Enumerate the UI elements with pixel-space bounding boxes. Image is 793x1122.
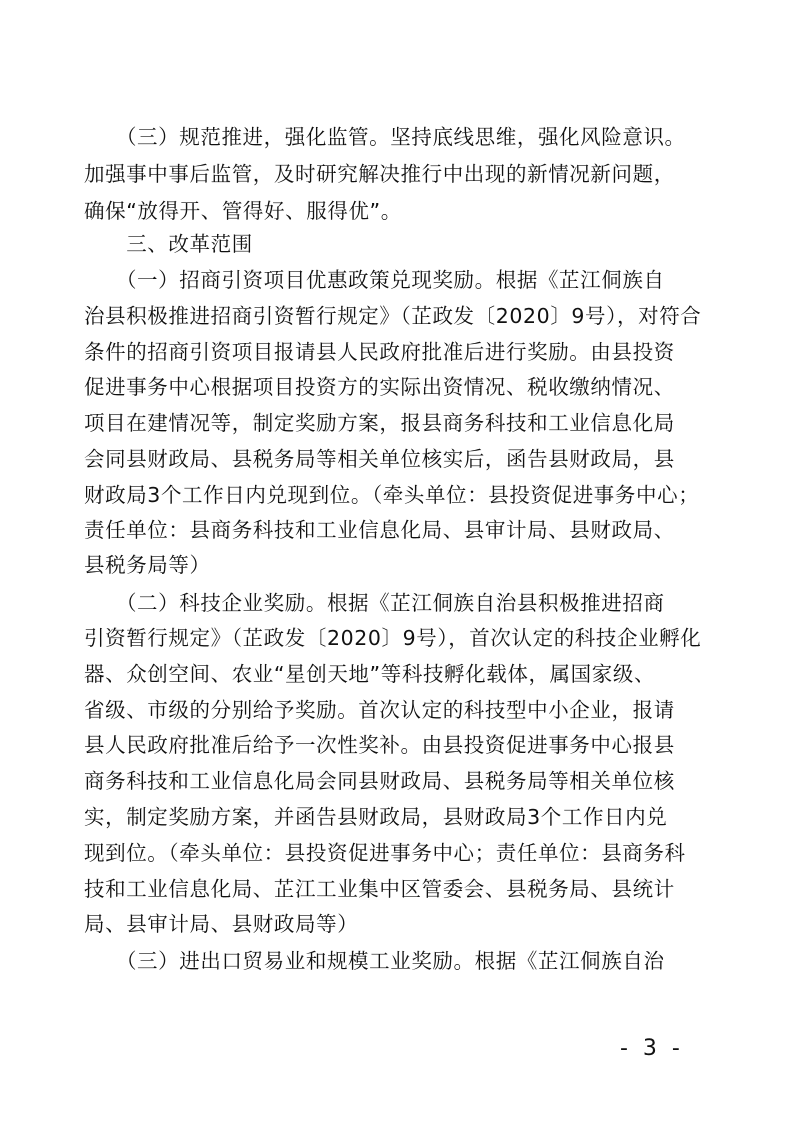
text-line: 加强事中事后监管，及时研究解决推行中出现的新情况新问题， [84, 162, 675, 186]
text-line: 财政局3个工作日内兑现到位。（牵头单位：县投资促进事务中心； [84, 483, 700, 507]
text-line: 县税务局等） [84, 553, 211, 577]
text-line: 技和工业信息化局、芷江工业集中区管委会、县税务局、县统计 [84, 877, 675, 901]
text-line: 器、众创空间、农业“星创天地”等科技孵化载体，属国家级、 [84, 662, 656, 686]
text-line: 引资暂行规定》（芷政发〔2020〕9号），首次认定的科技企业孵化 [84, 626, 702, 650]
text-line: 现到位。（牵头单位：县投资促进事务中心；责任单位：县商务科 [84, 841, 686, 865]
text-line: 县人民政府批准后给予一次性奖补。由县投资促进事务中心报县 [84, 733, 675, 757]
text-line: 确保“放得开、管得好、服得优”。 [84, 199, 402, 223]
section-heading: 三、改革范围 [84, 232, 253, 256]
page-number: - 3 - [620, 1036, 684, 1061]
text-line: 实，制定奖励方案，并函告县财政局，县财政局3个工作日内兑 [84, 805, 668, 829]
text-line: 商务科技和工业信息化局会同县财政局、县税务局等相关单位核 [84, 769, 675, 793]
text-line: 局、县审计局、县财政局等） [84, 912, 359, 936]
text-line: 条件的招商引资项目报请县人民政府批准后进行奖励。由县投资 [84, 340, 675, 364]
text-line: 会同县财政局、县税务局等相关单位核实后，函告县财政局，县 [84, 447, 675, 471]
text-line: （二）科技企业奖励。根据《芷江侗族自治县积极推进招商 [84, 591, 665, 615]
text-line: 项目在建情况等，制定奖励方案，报县商务科技和工业信息化局 [84, 411, 675, 435]
text-line: 责任单位：县商务科技和工业信息化局、县审计局、县财政局、 [84, 518, 675, 542]
text-line: 治县积极推进招商引资暂行规定》（芷政发〔2020〕9号），对符合 [84, 304, 702, 328]
text-line: （三）进出口贸易业和规模工业奖励。根据《芷江侗族自治 [84, 949, 665, 973]
text-line: （三）规范推进，强化监管。坚持底线思维，强化风险意识。 [84, 125, 686, 149]
text-line: 促进事务中心根据项目投资方的实际出资情况、税收缴纳情况、 [84, 375, 675, 399]
text-line: 省级、市级的分别给予奖励。首次认定的科技型中小企业，报请 [84, 698, 675, 722]
text-line: （一）招商引资项目优惠政策兑现奖励。根据《芷江侗族自 [84, 268, 665, 292]
